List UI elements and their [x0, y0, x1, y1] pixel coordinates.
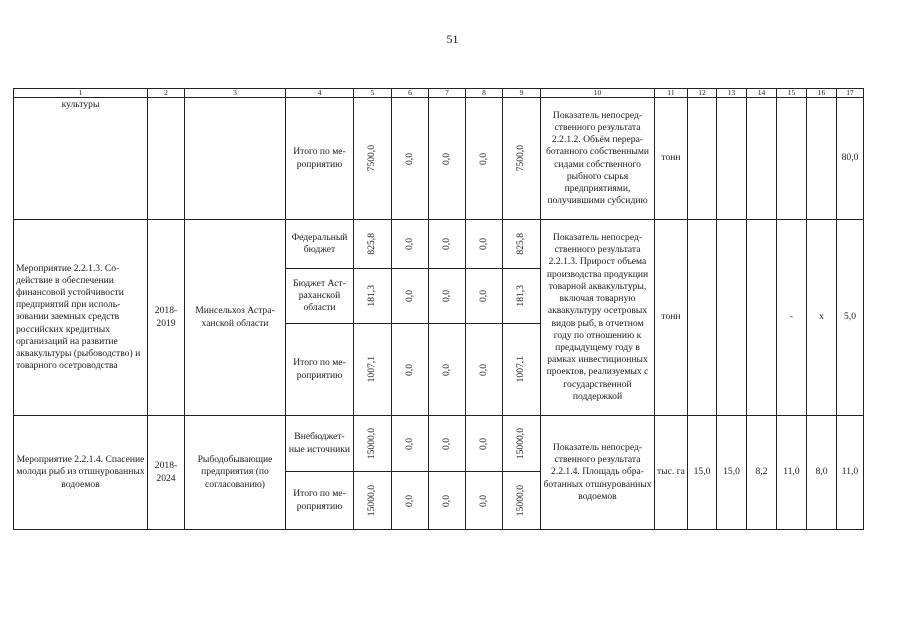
value-text: 181,3 — [366, 285, 378, 307]
indicator-value-cell: 11,0 — [837, 416, 864, 530]
value-text: 0,0 — [440, 437, 452, 450]
value-cell — [354, 416, 392, 472]
header-row — [14, 89, 864, 98]
value-cell — [392, 220, 429, 269]
indicator-value-cell: 8,0 — [807, 416, 837, 530]
value-text: 0,0 — [477, 494, 489, 507]
value-cell — [466, 324, 503, 416]
header-cell: 13 — [717, 89, 747, 98]
value-cell — [354, 472, 392, 530]
header-cell: 11 — [655, 89, 688, 98]
header-cell: 7 — [429, 89, 466, 98]
page-number: 51 — [446, 32, 459, 46]
indicator-value-cell — [807, 98, 837, 220]
value-cell — [466, 472, 503, 530]
value-text: 0,0 — [477, 238, 489, 250]
value-text: 0,0 — [440, 152, 452, 165]
value-cell — [354, 324, 392, 416]
indicator-value-cell: - — [777, 220, 807, 416]
indicator-value-cell — [688, 220, 717, 416]
value-cell — [503, 416, 541, 472]
value-text: 825,8 — [515, 233, 527, 255]
header-cell: 4 — [286, 89, 354, 98]
value-text: 7500,0 — [366, 145, 378, 172]
indicator-value-cell: 15,0 — [717, 416, 747, 530]
table-row — [14, 220, 864, 269]
value-text: 0,0 — [403, 363, 415, 376]
indicator-value-cell: 15,0 — [688, 416, 717, 530]
indicator-value-cell — [747, 220, 777, 416]
value-cell — [429, 416, 466, 472]
header-cell: 16 — [807, 89, 837, 98]
table-row — [14, 98, 864, 220]
source-cell: Федеральный бюджет — [286, 220, 354, 269]
indicator-value-cell: 8,2 — [747, 416, 777, 530]
value-text: 15000,0 — [515, 484, 527, 517]
value-text: 0,0 — [440, 363, 452, 376]
value-text: 0,0 — [440, 290, 452, 302]
value-cell — [354, 98, 392, 220]
value-cell — [354, 220, 392, 269]
value-text: 0,0 — [440, 494, 452, 507]
value-text: 15000,0 — [515, 427, 527, 460]
indicator-cell: Показатель непосредственного результата 2.2.1.4. Площадь обработанных отшнурованных водоемов — [541, 416, 655, 530]
header-cell: 6 — [392, 89, 429, 98]
header-cell: 9 — [503, 89, 541, 98]
value-cell — [466, 220, 503, 269]
value-cell — [503, 269, 541, 324]
value-text: 0,0 — [477, 437, 489, 450]
source-cell: Итого по мероприятию — [286, 98, 354, 220]
value-text: 0,0 — [477, 290, 489, 302]
indicator-value-cell: х — [807, 220, 837, 416]
value-cell — [466, 98, 503, 220]
indicator-cell: Показатель непосредственного результата 2.2.1.2. Объём переработанного собственными сидами собственного рыбного сырья предприятиями, получившими субсидию — [541, 98, 655, 220]
value-text: 0,0 — [403, 238, 415, 250]
header-cell: 3 — [185, 89, 286, 98]
value-cell — [429, 269, 466, 324]
header-cell: 1 — [14, 89, 148, 98]
indicator-cell: Показатель непосредственного результата 2.2.1.3. Прирост объема производства продукции товарной аквакультуры, включая товарную аквакультуру осетровых видов рыб, в отчетном году по отношению к предыдущему году в рамках инвестиционных проектов, реализуемых с государственной поддержкой — [541, 220, 655, 416]
value-cell — [503, 324, 541, 416]
indicator-value-cell — [777, 98, 807, 220]
value-cell — [392, 269, 429, 324]
value-cell — [354, 269, 392, 324]
indicator-value-cell — [717, 220, 747, 416]
indicator-value-cell — [747, 98, 777, 220]
value-text: 7500,0 — [515, 145, 527, 172]
value-text: 0,0 — [403, 437, 415, 450]
header-cell: 10 — [541, 89, 655, 98]
years-cell: 2018-2019 — [148, 220, 185, 416]
value-cell — [392, 98, 429, 220]
indicator-value-cell — [717, 98, 747, 220]
value-text: 0,0 — [440, 238, 452, 250]
value-text: 1007,1 — [366, 356, 378, 383]
value-cell — [392, 324, 429, 416]
source-cell: Бюджет Астраханской области — [286, 269, 354, 324]
value-text: 0,0 — [403, 494, 415, 507]
value-text: 0,0 — [403, 290, 415, 302]
value-cell — [429, 220, 466, 269]
header-cell: 14 — [747, 89, 777, 98]
source-cell: Итого по мероприятию — [286, 324, 354, 416]
value-cell — [503, 220, 541, 269]
header-cell: 8 — [466, 89, 503, 98]
unit-cell: тонн — [655, 98, 688, 220]
indicator-value-cell — [688, 98, 717, 220]
value-cell — [429, 98, 466, 220]
value-cell — [392, 472, 429, 530]
years-cell — [148, 98, 185, 220]
source-cell: Внебюджетные источники — [286, 416, 354, 472]
program-table — [13, 88, 864, 530]
value-cell — [466, 416, 503, 472]
header-cell: 2 — [148, 89, 185, 98]
measure-cell: Мероприятие 2.2.1.4. Спасение молоди рыб из отшнурованных водоемов — [14, 416, 148, 530]
executor-cell — [185, 98, 286, 220]
source-cell: Итого по мероприятию — [286, 472, 354, 530]
value-text: 1007,1 — [515, 356, 527, 383]
measure-cell: Мероприятие 2.2.1.3. Содействие в обеспечении финансовой устойчивости предприятий при использовании заемных средств российских кредитных организаций на развитие аквакультуры (рыбоводство) и товарного осетроводства — [14, 220, 148, 416]
value-cell — [429, 472, 466, 530]
table-row — [14, 416, 864, 472]
indicator-value-cell: 80,0 — [837, 98, 864, 220]
header-cell: 15 — [777, 89, 807, 98]
header-cell: 17 — [837, 89, 864, 98]
value-text: 15000,0 — [366, 484, 378, 517]
unit-cell: тонн — [655, 220, 688, 416]
value-text: 0,0 — [477, 363, 489, 376]
years-cell: 2018-2024 — [148, 416, 185, 530]
value-text: 181,3 — [515, 285, 527, 307]
unit-cell: тыс. га — [655, 416, 688, 530]
value-cell — [429, 324, 466, 416]
measure-cell: культуры — [14, 98, 148, 220]
value-text: 15000,0 — [366, 427, 378, 460]
executor-cell: Рыбодобывающие предприятия (по согласованию) — [185, 416, 286, 530]
value-cell — [392, 416, 429, 472]
indicator-value-cell: 5,0 — [837, 220, 864, 416]
indicator-value-cell: 11,0 — [777, 416, 807, 530]
header-cell: 5 — [354, 89, 392, 98]
value-text: 825,8 — [366, 233, 378, 255]
value-cell — [503, 472, 541, 530]
value-cell — [466, 269, 503, 324]
header-cell: 12 — [688, 89, 717, 98]
executor-cell: Минсельхоз Астраханской области — [185, 220, 286, 416]
value-text: 0,0 — [477, 152, 489, 165]
value-cell — [503, 98, 541, 220]
value-text: 0,0 — [403, 152, 415, 165]
